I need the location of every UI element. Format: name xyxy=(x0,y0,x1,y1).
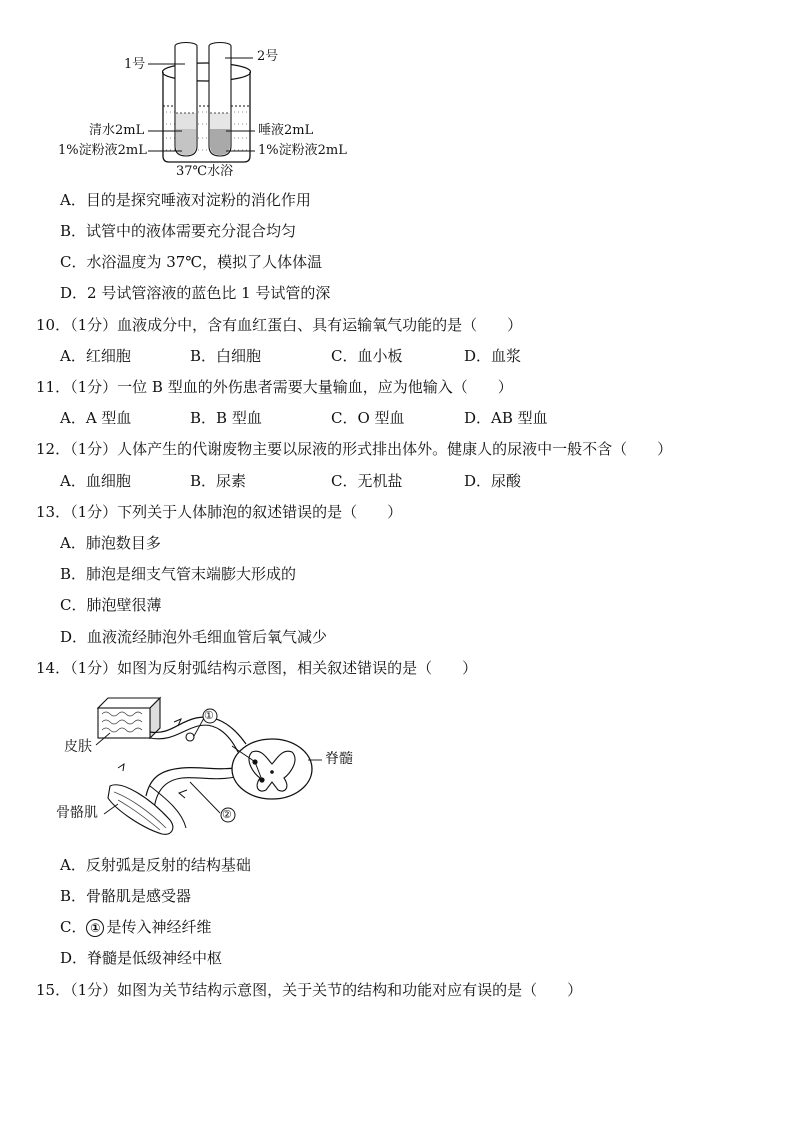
q10-option-c: C．血小板 xyxy=(331,347,403,365)
bath-caption: 37℃水浴 xyxy=(176,164,234,179)
q10-option-a: A．红细胞 xyxy=(60,347,131,365)
marker-2-label: ② xyxy=(222,808,232,821)
q11-option-c: C．O 型血 xyxy=(331,409,405,427)
q10-option-d: D．血浆 xyxy=(464,347,522,365)
q11-option-b: B．B 型血 xyxy=(190,409,262,427)
q14-option-c-marker: ① xyxy=(86,919,104,937)
q15-stem: 15．（1分）如图为关节结构示意图，关于关节的结构和功能对应有误的是（ ） xyxy=(36,981,583,999)
q11-option-d: D．AB 型血 xyxy=(464,409,548,427)
skeletal-muscle-label: 骨骼肌 xyxy=(56,805,98,821)
q9-option-a: A．目的是探究唾液对淀粉的消化作用 xyxy=(60,191,311,209)
q10-option-b: B．白细胞 xyxy=(190,347,262,365)
q12-option-c: C．无机盐 xyxy=(331,472,403,490)
q14-stem: 14．（1分）如图为反射弧结构示意图，相关叙述错误的是（ ） xyxy=(36,659,478,677)
q13-stem: 13．（1分）下列关于人体肺泡的叙述错误的是（ ） xyxy=(36,503,403,521)
q12-option-b: B．尿素 xyxy=(190,472,247,490)
tube1-label: 1号 xyxy=(124,57,146,72)
right-saliva-label: 唾液2mL xyxy=(258,123,314,138)
q9-option-b: B．试管中的液体需要充分混合均匀 xyxy=(60,222,297,240)
q13-option-b: B．肺泡是细支气管末端膨大形成的 xyxy=(60,565,297,583)
q13-option-d: D．血液流经肺泡外毛细血管后氧气减少 xyxy=(60,628,328,646)
q12-option-a: A．血细胞 xyxy=(60,472,131,490)
q14-option-a: A．反射弧是反射的结构基础 xyxy=(60,856,251,874)
spinal-cord-label: 脊髓 xyxy=(325,751,353,767)
left-water-label: 清水2mL xyxy=(89,123,145,138)
skin-label: 皮肤 xyxy=(64,739,92,755)
q14-option-b: B．骨骼肌是感受器 xyxy=(60,887,192,905)
q14-option-c-prefix: C． xyxy=(60,918,87,936)
q12-stem: 12．（1分）人体产生的代谢废物主要以尿液的形式排出体外。健康人的尿液中一般不含（ ） xyxy=(36,440,673,458)
q9-option-d: D．2 号试管溶液的蓝色比 1 号试管的深 xyxy=(60,284,331,302)
q11-option-a: A．A 型血 xyxy=(60,409,132,427)
q10-stem: 10．（1分）血液成分中，含有血红蛋白、具有运输氧气功能的是（ ） xyxy=(36,316,523,334)
tube2-label: 2号 xyxy=(257,49,279,64)
q14-option-c xyxy=(60,917,212,937)
right-starch-label: 1%淀粉液2mL xyxy=(258,143,347,158)
q13-option-c: C．肺泡壁很薄 xyxy=(60,596,162,614)
q12-option-d: D．尿酸 xyxy=(464,472,522,490)
q14-option-c-text: 是传入神经纤维 xyxy=(106,918,212,936)
q13-option-a: A．肺泡数目多 xyxy=(60,534,161,552)
q14-option-d: D．脊髓是低级神经中枢 xyxy=(60,949,223,967)
left-starch-label: 1%淀粉液2mL xyxy=(58,143,147,158)
q11-stem: 11．（1分）一位 B 型血的外伤患者需要大量输血，应为他输入（ ） xyxy=(36,378,513,396)
marker-1-label: ① xyxy=(204,709,214,722)
q9-option-c: C．水浴温度为 37℃，模拟了人体体温 xyxy=(60,253,323,271)
